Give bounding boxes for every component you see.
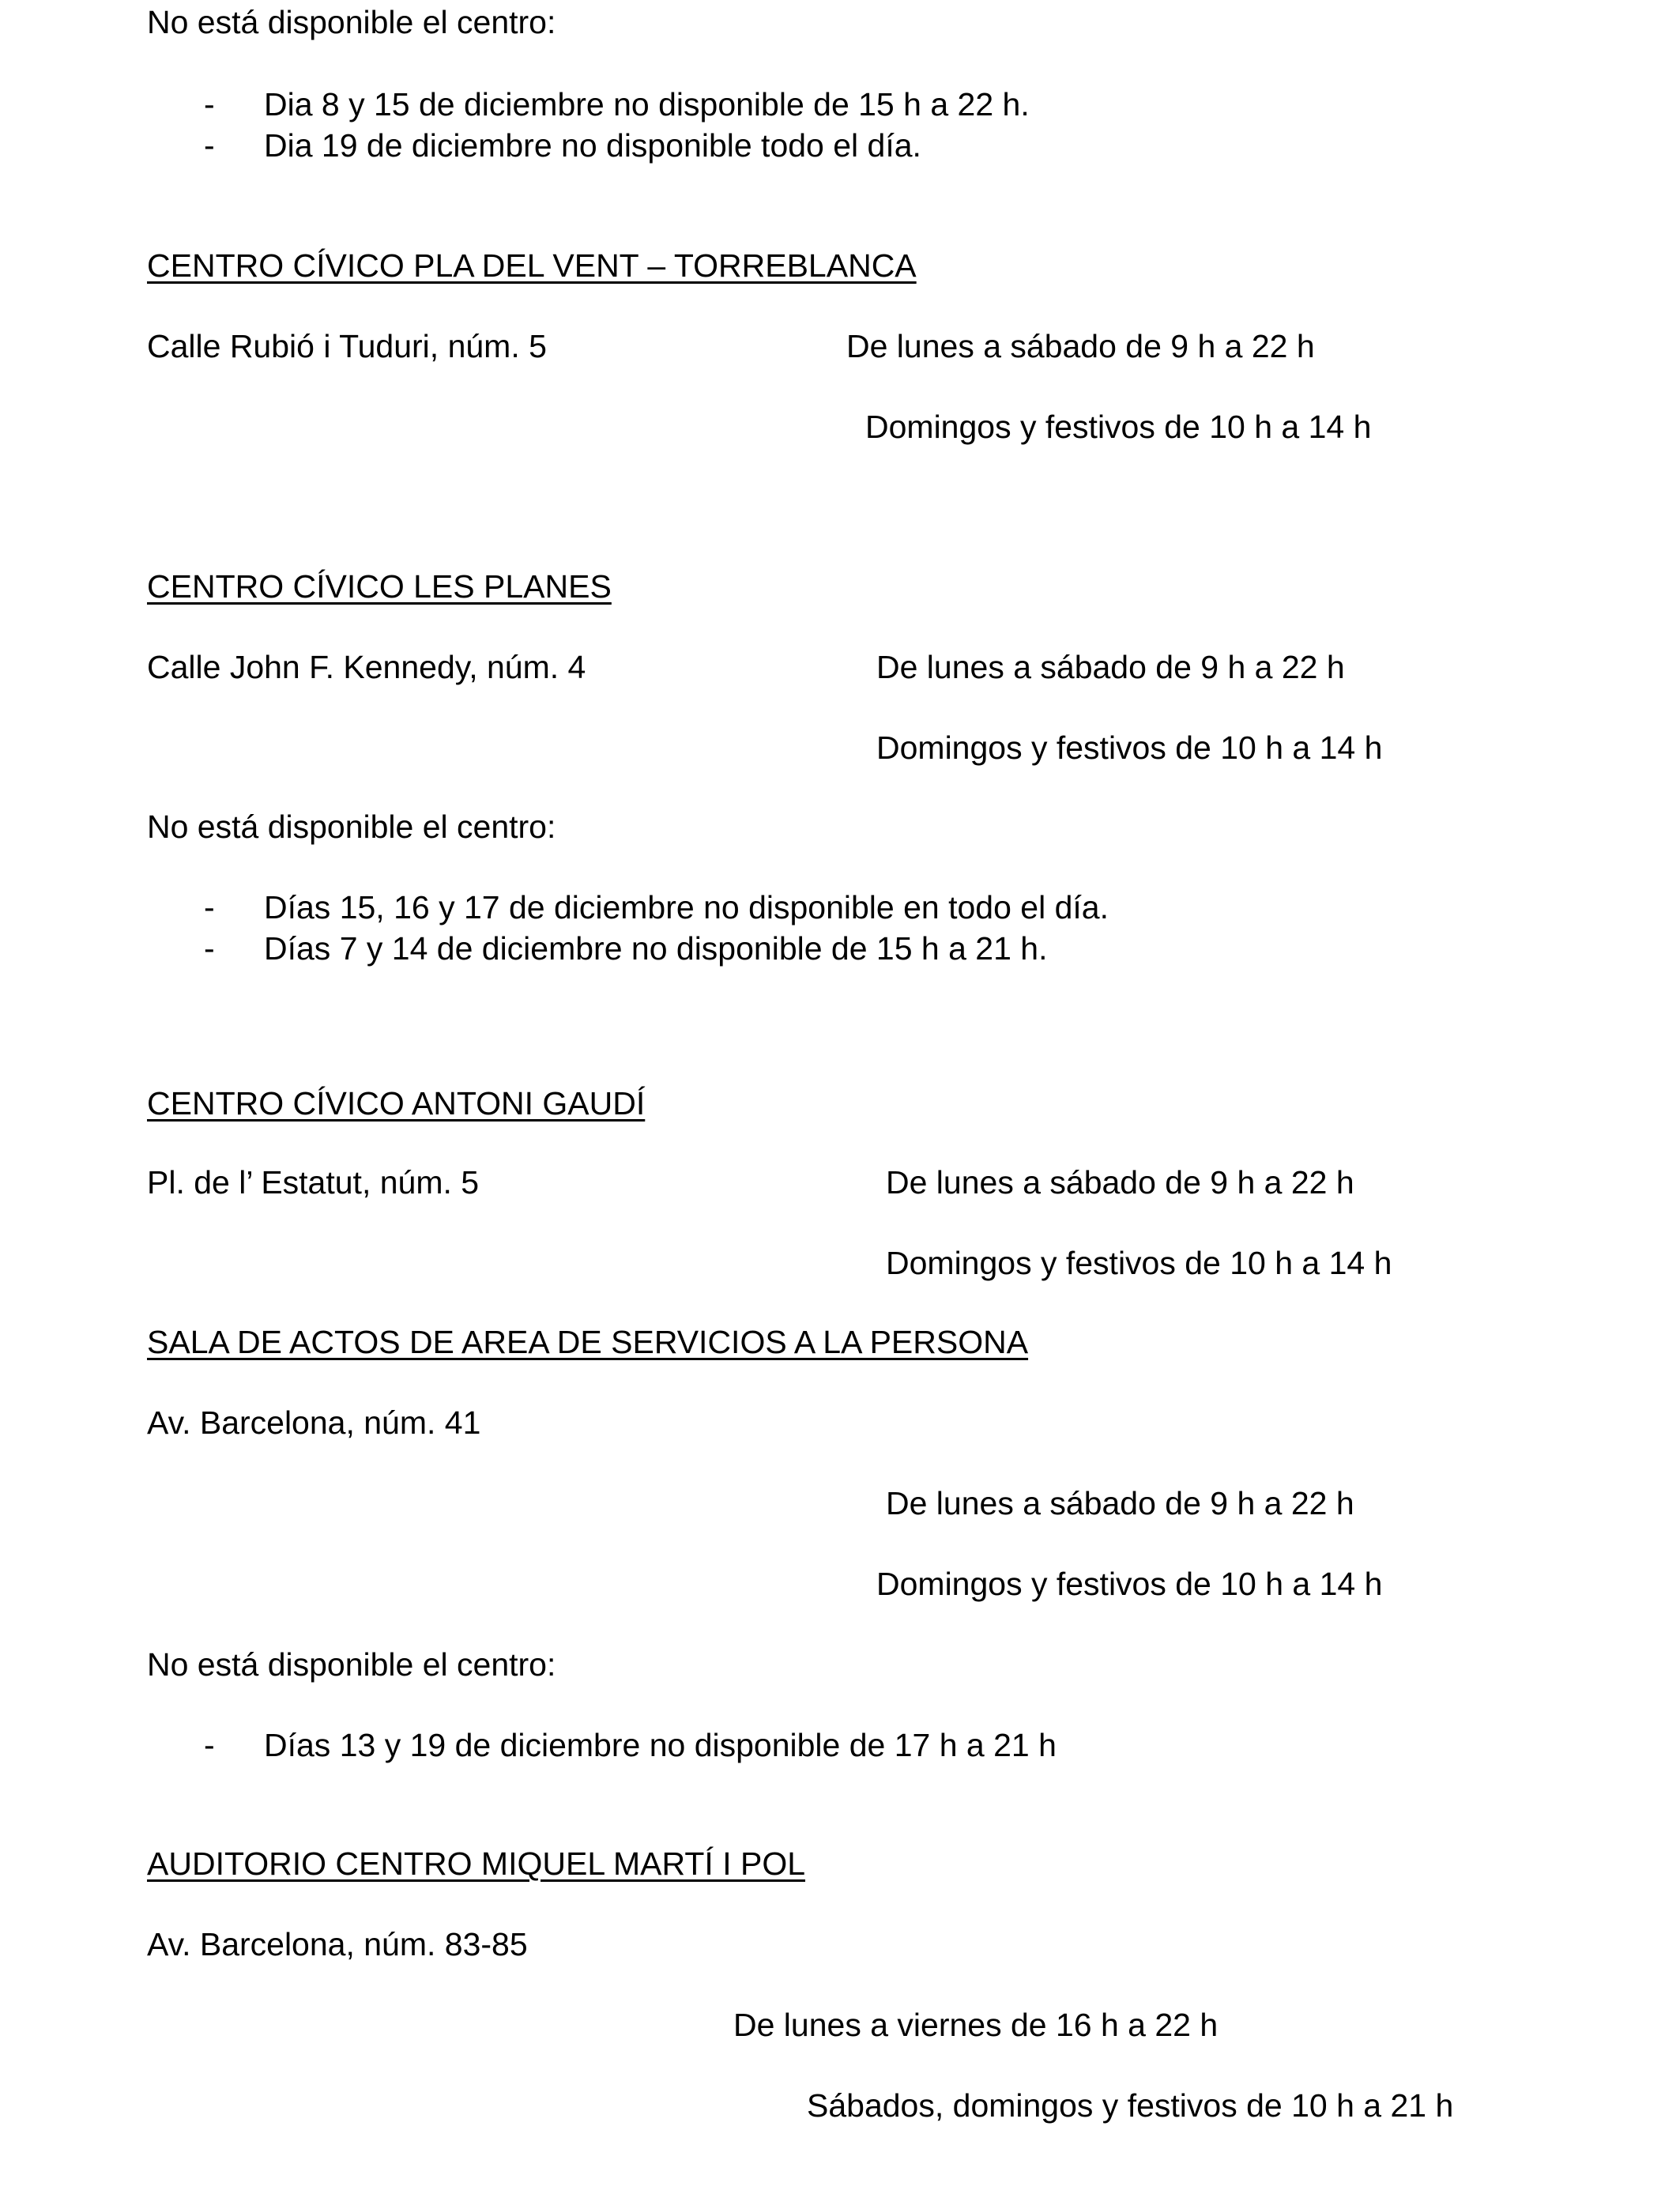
list-marker: - bbox=[204, 86, 215, 123]
list-marker: - bbox=[204, 127, 215, 164]
unavailable-notice: No está disponible el centro: bbox=[147, 809, 556, 845]
list-item: Dia 8 y 15 de diciembre no disponible de 15 h a 22 h. bbox=[264, 86, 1030, 123]
address: Calle Rubió i Tuduri, núm. 5 bbox=[147, 328, 547, 364]
section-title-antoni-gaudi: CENTRO CÍVICO ANTONI GAUDÍ bbox=[147, 1085, 646, 1122]
section-title-auditorio: AUDITORIO CENTRO MIQUEL MARTÍ I POL bbox=[147, 1845, 806, 1882]
hours-holiday: Domingos y festivos de 10 h a 14 h bbox=[876, 729, 1383, 766]
hours-holiday: Domingos y festivos de 10 h a 14 h bbox=[865, 409, 1372, 445]
section-title-pla-del-vent: CENTRO CÍVICO PLA DEL VENT – TORREBLANCA bbox=[147, 247, 917, 284]
hours-weekday: De lunes a viernes de 16 h a 22 h bbox=[733, 2007, 1219, 2043]
hours-weekday: De lunes a sábado de 9 h a 22 h bbox=[846, 328, 1315, 364]
list-item: Dia 19 de diciembre no disponible todo el día. bbox=[264, 127, 921, 164]
list-item: Días 15, 16 y 17 de diciembre no disponible en todo el día. bbox=[264, 889, 1109, 925]
list-marker: - bbox=[204, 1727, 215, 1763]
list-marker: - bbox=[204, 889, 215, 925]
address: Calle John F. Kennedy, núm. 4 bbox=[147, 649, 586, 685]
hours-holiday: Domingos y festivos de 10 h a 14 h bbox=[886, 1245, 1392, 1281]
hours-weekend: Sábados, domingos y festivos de 10 h a 21 h bbox=[807, 2087, 1454, 2124]
unavailable-notice: No está disponible el centro: bbox=[147, 4, 556, 40]
address: Pl. de l’ Estatut, núm. 5 bbox=[147, 1164, 480, 1201]
hours-weekday: De lunes a sábado de 9 h a 22 h bbox=[886, 1485, 1354, 1521]
list-marker: - bbox=[204, 930, 215, 967]
list-item: Días 13 y 19 de diciembre no disponible de 17 h a 21 h bbox=[264, 1727, 1057, 1763]
section-title-sala-de-actos: SALA DE ACTOS DE AREA DE SERVICIOS A LA PERSONA bbox=[147, 1324, 1029, 1360]
section-title-les-planes: CENTRO CÍVICO LES PLANES bbox=[147, 568, 612, 605]
address: Av. Barcelona, núm. 41 bbox=[147, 1404, 481, 1441]
hours-holiday: Domingos y festivos de 10 h a 14 h bbox=[876, 1566, 1383, 1602]
address: Av. Barcelona, núm. 83-85 bbox=[147, 1926, 528, 1962]
hours-weekday: De lunes a sábado de 9 h a 22 h bbox=[876, 649, 1345, 685]
unavailable-notice: No está disponible el centro: bbox=[147, 1646, 556, 1683]
list-item: Días 7 y 14 de diciembre no disponible de 15 h a 21 h. bbox=[264, 930, 1048, 967]
hours-weekday: De lunes a sábado de 9 h a 22 h bbox=[886, 1164, 1354, 1201]
